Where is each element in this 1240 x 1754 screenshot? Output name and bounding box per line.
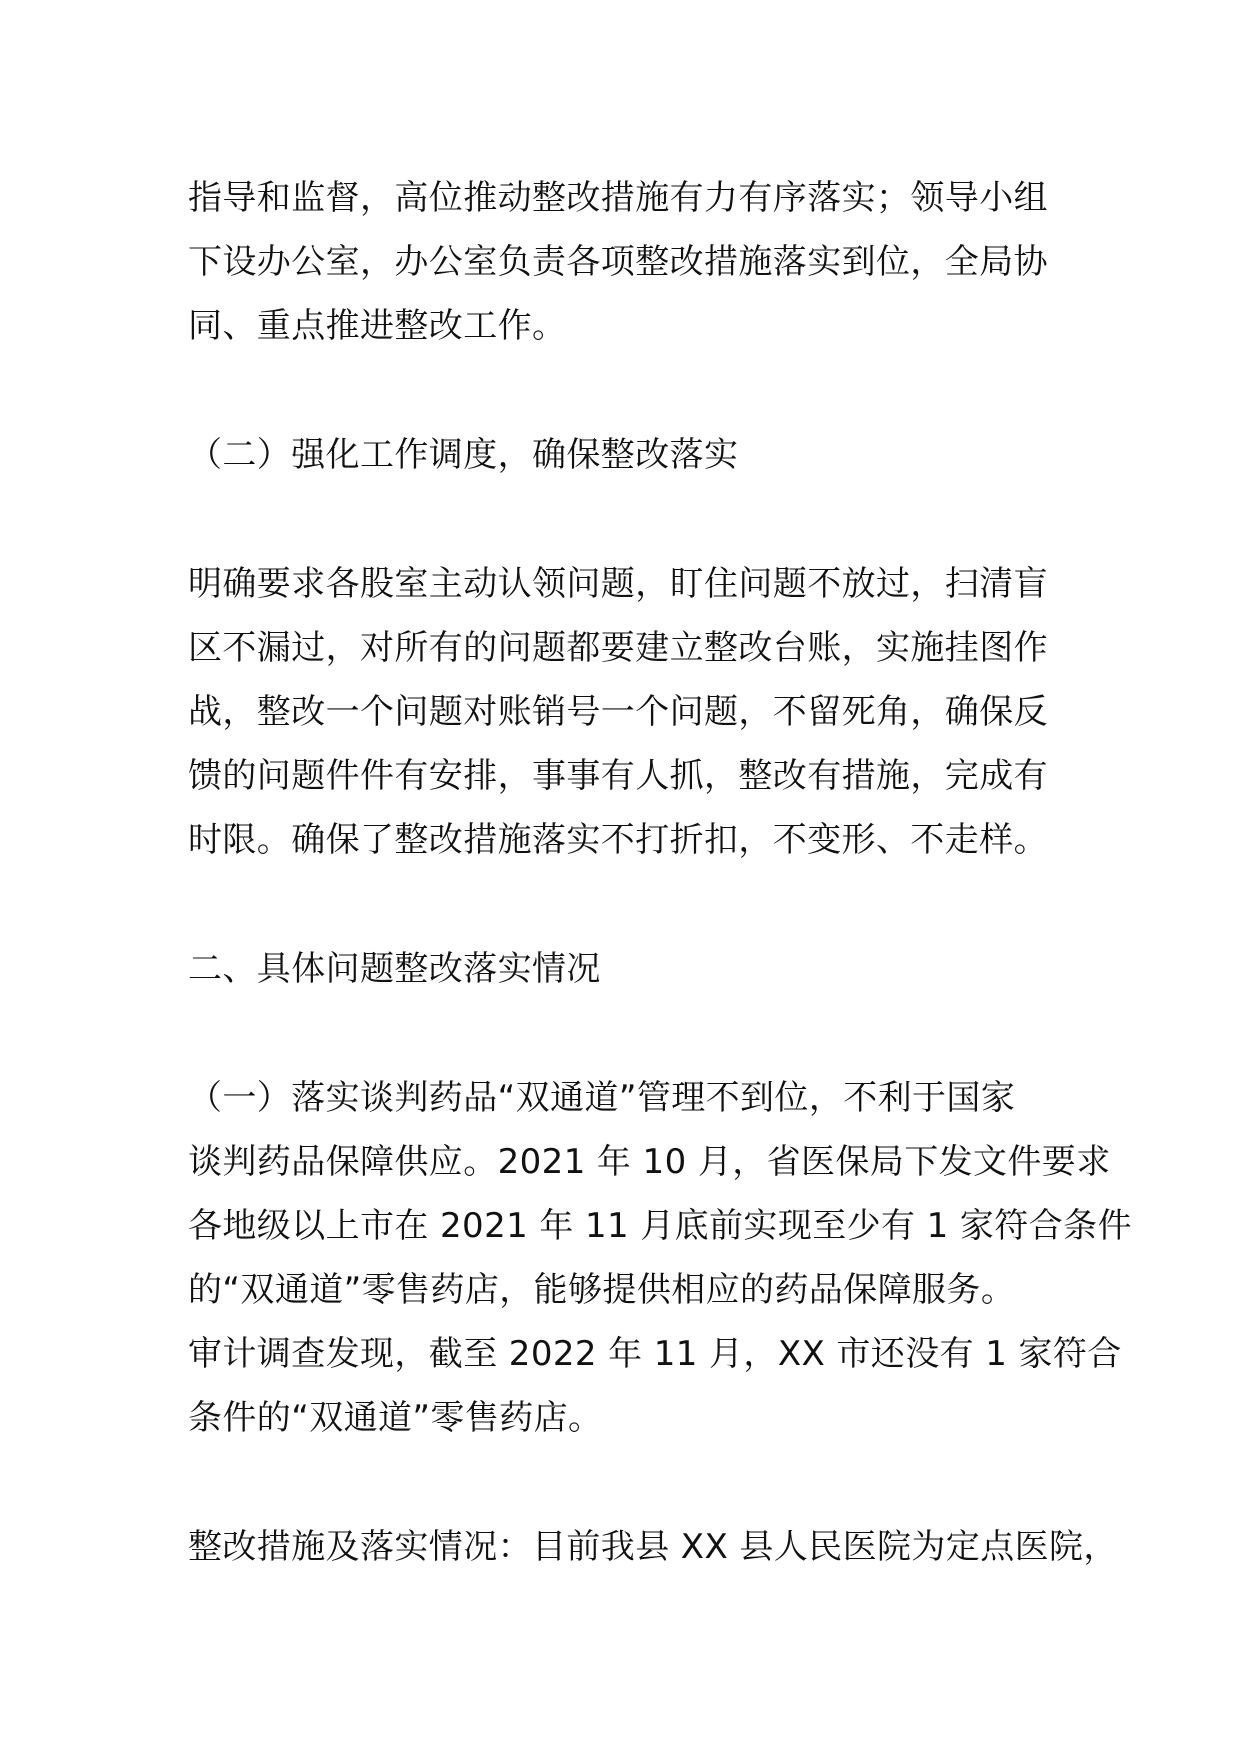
- text-line: 同、重点推进整改工作。: [188, 306, 567, 346]
- text-line: 下设办公室，办公室负责各项整改措施落实到位，全局协: [188, 242, 1048, 282]
- text-line: 审计调查发现，截至 2022 年 11 月，XX 市还没有 1 家符合: [188, 1334, 1122, 1374]
- text-line: 整改措施及落实情况：目前我县 XX 县人民医院为定点医院，: [188, 1527, 1118, 1567]
- text-line: 的“双通道”零售药店，能够提供相应的药品保障服务。: [188, 1270, 1016, 1310]
- text-line: 时限。确保了整改措施落实不打折扣，不变形、不走样。: [188, 820, 1048, 860]
- text-line: 区不漏过，对所有的问题都要建立整改台账，实施挂图作: [188, 628, 1048, 668]
- text-line: 条件的“双通道”零售药店。: [188, 1398, 603, 1438]
- text-line: 各地级以上市在 2021 年 11 月底前实现至少有 1 家符合条件: [188, 1206, 1132, 1246]
- text-line: 明确要求各股室主动认领问题，盯住问题不放过，扫清盲: [188, 564, 1048, 604]
- section-heading: （二）强化工作调度，确保整改落实: [188, 435, 739, 475]
- text-line: 馈的问题件件有安排，事事有人抓，整改有措施，完成有: [188, 756, 1048, 796]
- text-line: 战，整改一个问题对账销号一个问题，不留死角，确保反: [188, 692, 1048, 732]
- text-line: 谈判药品保障供应。2021 年 10 月，省医保局下发文件要求: [188, 1142, 1111, 1182]
- text-line: 指导和监督，高位推动整改措施有力有序落实；领导小组: [188, 178, 1048, 218]
- text-line: （一）落实谈判药品“双通道”管理不到位，不利于国家: [188, 1078, 1016, 1118]
- section-heading: 二、具体问题整改落实情况: [188, 949, 601, 989]
